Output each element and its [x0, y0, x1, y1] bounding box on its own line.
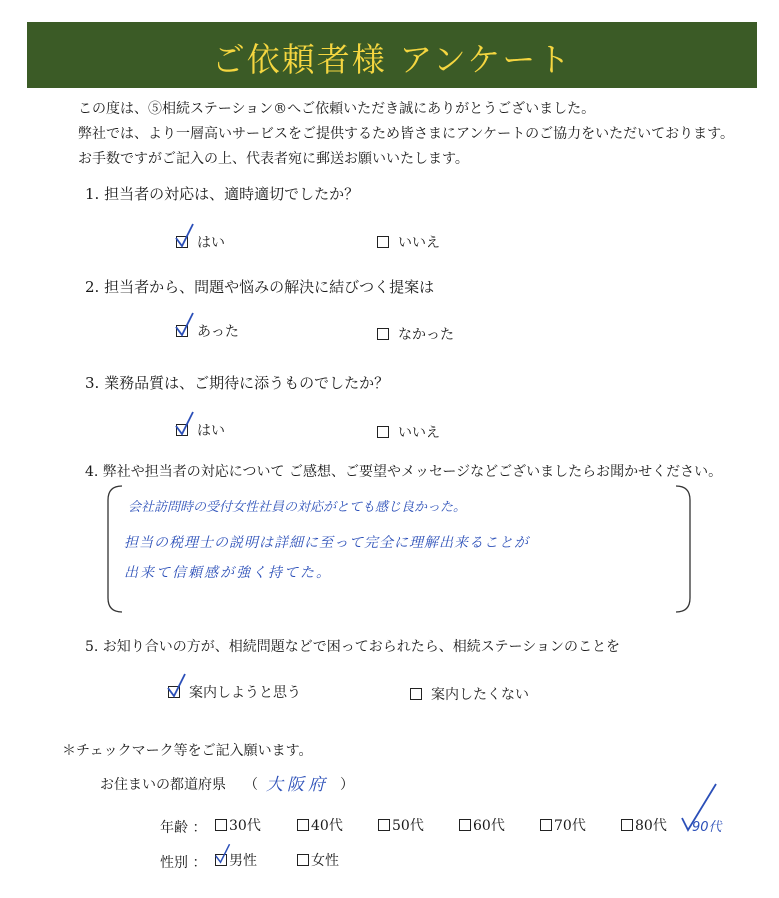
- age-option-label: 80代: [635, 818, 667, 834]
- q5-option-yes-label: 案内しようと思う: [189, 685, 301, 701]
- comment-line-2: 担当の税理士の説明は詳細に至って完全に理解出来ることが: [124, 535, 529, 551]
- check-mark-icon: [174, 411, 196, 437]
- checkbox-checked[interactable]: [176, 236, 188, 248]
- age-option-70[interactable]: [540, 815, 586, 835]
- intro-line-3: お手数ですがご記入の上、代表者宛に郵送お願いいたします。: [78, 151, 469, 167]
- gender-label: 性別 ：: [160, 855, 207, 871]
- checkbox[interactable]: [377, 236, 389, 248]
- check-mark-icon: [174, 223, 196, 249]
- q2-option-yes[interactable]: [176, 321, 239, 341]
- age-option-80[interactable]: [621, 815, 667, 835]
- q1-option-yes[interactable]: [176, 232, 225, 252]
- age-label: 年齢 ：: [160, 820, 207, 836]
- question-5: 5. お知り合いの方が、相続問題などで困っておられたら、相続ステーションのことを: [85, 639, 620, 655]
- prefecture-paren-close: ）: [340, 777, 354, 793]
- comment-line-1: 会社訪問時の受付女性社員の対応がとても感じ良かった。: [128, 500, 467, 515]
- comment-line-3: 出来て信頼感が強く持てた。: [124, 565, 332, 581]
- q2-option-no-label: なかった: [398, 327, 454, 343]
- age-option-40[interactable]: [297, 815, 343, 835]
- age-option-label: 60代: [473, 818, 505, 834]
- prefecture-value[interactable]: 大阪府: [266, 775, 329, 795]
- prefecture-label: お住まいの都道府県: [100, 777, 226, 793]
- q1-option-no-label: いいえ: [398, 235, 440, 251]
- q3-option-yes[interactable]: [176, 420, 225, 440]
- check-mark-icon: [214, 843, 232, 865]
- age-option-label: 40代: [311, 818, 343, 834]
- checkbox-checked[interactable]: [168, 686, 180, 698]
- age-option-60[interactable]: [459, 815, 505, 835]
- checkbox[interactable]: [621, 819, 633, 831]
- checkbox-checked[interactable]: [176, 325, 188, 337]
- age-option-label: 50代: [392, 818, 424, 834]
- gender-female-label: 女性: [311, 853, 339, 869]
- age-option-label: 70代: [554, 818, 586, 834]
- checkbox[interactable]: [297, 819, 309, 831]
- question-2: 2. 担当者から、問題や悩みの解決に結びつく提案は: [85, 278, 435, 296]
- question-3: 3. 業務品質は、ご期待に添うものでしたか？: [85, 374, 390, 392]
- header-banner: [27, 22, 757, 88]
- gender-male-label: 男性: [229, 853, 257, 869]
- q5-option-no-label: 案内したくない: [431, 687, 529, 703]
- question-1: 1. 担当者の対応は、適時適切でしたか？: [85, 185, 360, 203]
- checkbox-checked[interactable]: [176, 424, 188, 436]
- gender-option-female[interactable]: [297, 850, 339, 870]
- checkbox[interactable]: [410, 688, 422, 700]
- checkbox[interactable]: [378, 819, 390, 831]
- note-text: ＊チェックマーク等をご記入願います。: [62, 743, 313, 759]
- q1-option-yes-label: はい: [197, 235, 225, 251]
- checkbox[interactable]: [215, 819, 227, 831]
- intro-line-1: この度は、⑤相続ステーション®へご依頼いただき誠にありがとうございました。: [78, 101, 596, 117]
- checkbox[interactable]: [377, 328, 389, 340]
- q2-option-yes-label: あった: [197, 324, 239, 340]
- gender-option-male[interactable]: [215, 850, 257, 870]
- age-option-30[interactable]: [215, 815, 261, 835]
- q3-option-no-label: いいえ: [398, 425, 440, 441]
- q5-option-no[interactable]: [410, 684, 529, 704]
- checkbox[interactable]: [459, 819, 471, 831]
- age-option-50[interactable]: [378, 815, 424, 835]
- intro-line-2: 弊社では、より一層高いサービスをご提供するため皆さまにアンケートのご協力をいただいております。: [78, 126, 735, 142]
- checkbox[interactable]: [377, 426, 389, 438]
- checkbox-checked[interactable]: [215, 854, 227, 866]
- checkbox[interactable]: [540, 819, 552, 831]
- question-4: 4. 弊社や担当者の対応について ご感想、ご要望やメッセージなどございましたらお聞かせください。: [85, 464, 723, 480]
- checkbox[interactable]: [297, 854, 309, 866]
- q3-option-yes-label: はい: [197, 423, 225, 439]
- q3-option-no[interactable]: [377, 422, 440, 442]
- q1-option-no[interactable]: [377, 232, 440, 252]
- q5-option-yes[interactable]: [168, 682, 301, 702]
- age-handwritten-value[interactable]: 90代: [692, 820, 722, 835]
- survey-title: ご依頼者様 アンケート: [211, 40, 573, 79]
- q2-option-no[interactable]: [377, 324, 454, 344]
- age-option-label: 30代: [229, 818, 261, 834]
- check-mark-icon: [166, 673, 188, 699]
- check-mark-icon: [174, 312, 196, 338]
- prefecture-paren-open: （: [244, 777, 258, 793]
